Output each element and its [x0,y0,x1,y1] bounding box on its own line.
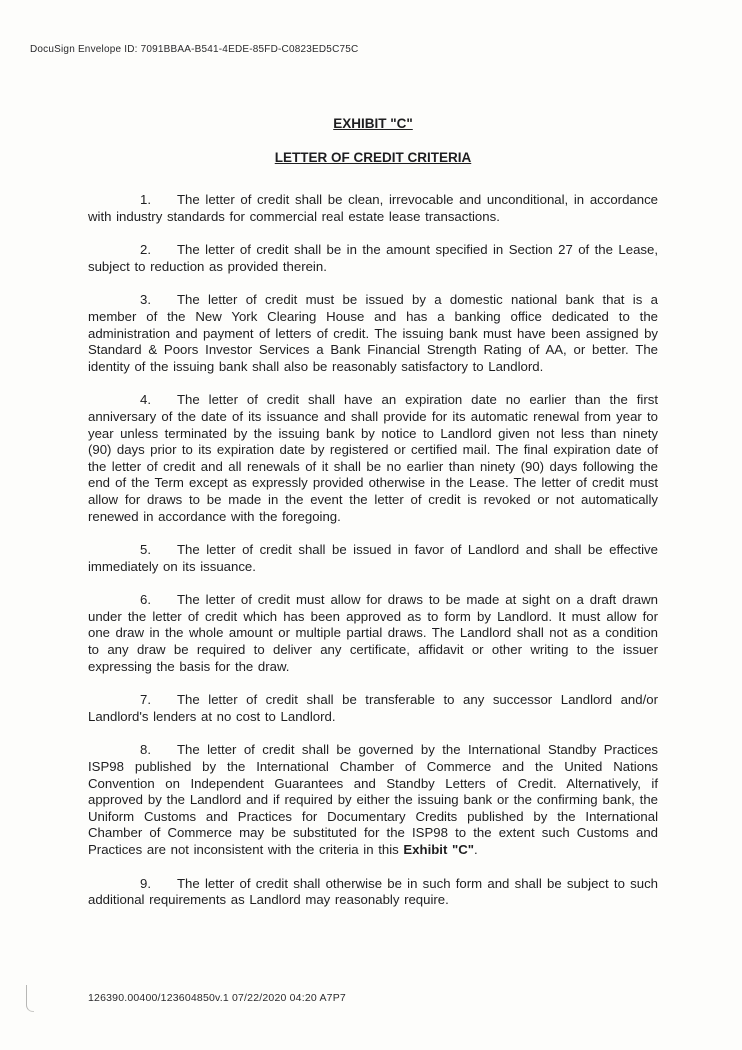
document-footer-reference: 126390.00400/123604850v.1 07/22/2020 04:20 A7P7 [88,992,346,1004]
paragraph-text: The letter of credit shall be issued in favor of Landlord and shall be effective immediately on its issuance. [88,542,658,574]
paragraph-text: The letter of credit shall be transferable to any successor Landlord and/or Landlord's lenders at no cost to Landlord. [88,692,658,724]
paragraph-text: The letter of credit must be issued by a domestic national bank that is a member of the New York Clearing House and has a banking office dedicated to the administration and payment of letters of credit. The issuing bank must have been assigned by Standard & Poors Investor Services a Bank Financial Strength Rating of AA, or better. The identity of the issuing bank shall also be reasonably satisfactory to Landlord. [88,292,658,374]
paragraph-text: . [474,842,478,857]
paragraph-number: 8. [140,742,151,758]
document-body [88,116,658,926]
paragraph-number: 6. [140,592,151,608]
paragraph-text: The letter of credit shall otherwise be in such form and shall be subject to such additional requirements as Landlord may reasonably require. [88,875,658,908]
exhibit-title: EXHIBIT "C" [333,116,413,131]
paragraph-7 [88,692,658,725]
scan-artifact-mark [26,985,34,1012]
paragraph-number: 5. [140,542,151,558]
paragraph-text-bold: Exhibit "C" [403,842,475,857]
paragraph-number: 2. [140,242,151,258]
paragraph-text: The letter of credit shall be governed by the International Standby Practices ISP98 published by the International Chamber of Commerce and the United Nations Convention on Independent Guarantees and Standby Letters of Credit. Alternatively, if approved by the Landlord and if required by either the issuing bank or the confirming bank, the Uniform Customs and Practices for Documentary Credits published by the International Chamber of Commerce may be substituted for the ISP98 to the extent such Customs and Practices are not inconsistent with the criteria in this [88,742,658,857]
paragraph-5 [88,542,658,575]
paragraph-text: The letter of credit shall be in the amount specified in Section 27 of the Lease, subject to reduction as provided therein. [88,242,658,274]
paragraph-text: The letter of credit shall be clean, irrevocable and unconditional, in accordance with industry standards for commercial real estate lease transactions. [88,192,658,224]
paragraph-2 [88,242,658,275]
paragraph-9 [88,876,658,909]
paragraph-4 [88,392,658,525]
paragraph-number: 3. [140,292,151,308]
paragraph-6 [88,592,658,675]
paragraph-8 [88,742,658,858]
paragraph-text: The letter of credit shall have an expiration date no earlier than the first anniversary of the date of its issuance and shall provide for its automatic renewal from year to year unless terminated by the issuing bank by notice to Landlord given not less than ninety (90) days prior to its expiration date by registered or certified mail. The final expiration date of the letter of credit and all renewals of it shall be no earlier than ninety (90) days following the end of the Term except as expressly provided otherwise in the Lease. The letter of credit must allow for draws to be made in the event the letter of credit is revoked or not automatically renewed in accordance with the foregoing. [88,392,658,524]
paragraph-number: 1. [140,192,151,207]
paragraph-text: The letter of credit must allow for draws to be made at sight on a draft drawn under the letter of credit which has been approved as to form by Landlord. It must allow for one draw in the whole amount or multiple partial draws. The Landlord shall not as a condition to any draw be required to deliver any certificate, affidavit or other writing to the issuer expressing the basis for the draw. [88,592,658,674]
docusign-envelope-id: DocuSign Envelope ID: 7091BBAA-B541-4EDE-85FD-C0823ED5C75C [30,44,359,55]
document-subtitle: LETTER OF CREDIT CRITERIA [274,150,472,165]
paragraph-number: 7. [140,692,151,708]
paragraph-1 [88,192,658,225]
paragraph-3 [88,292,658,375]
paragraph-number: 9. [140,875,151,891]
paragraph-number: 4. [140,392,151,408]
